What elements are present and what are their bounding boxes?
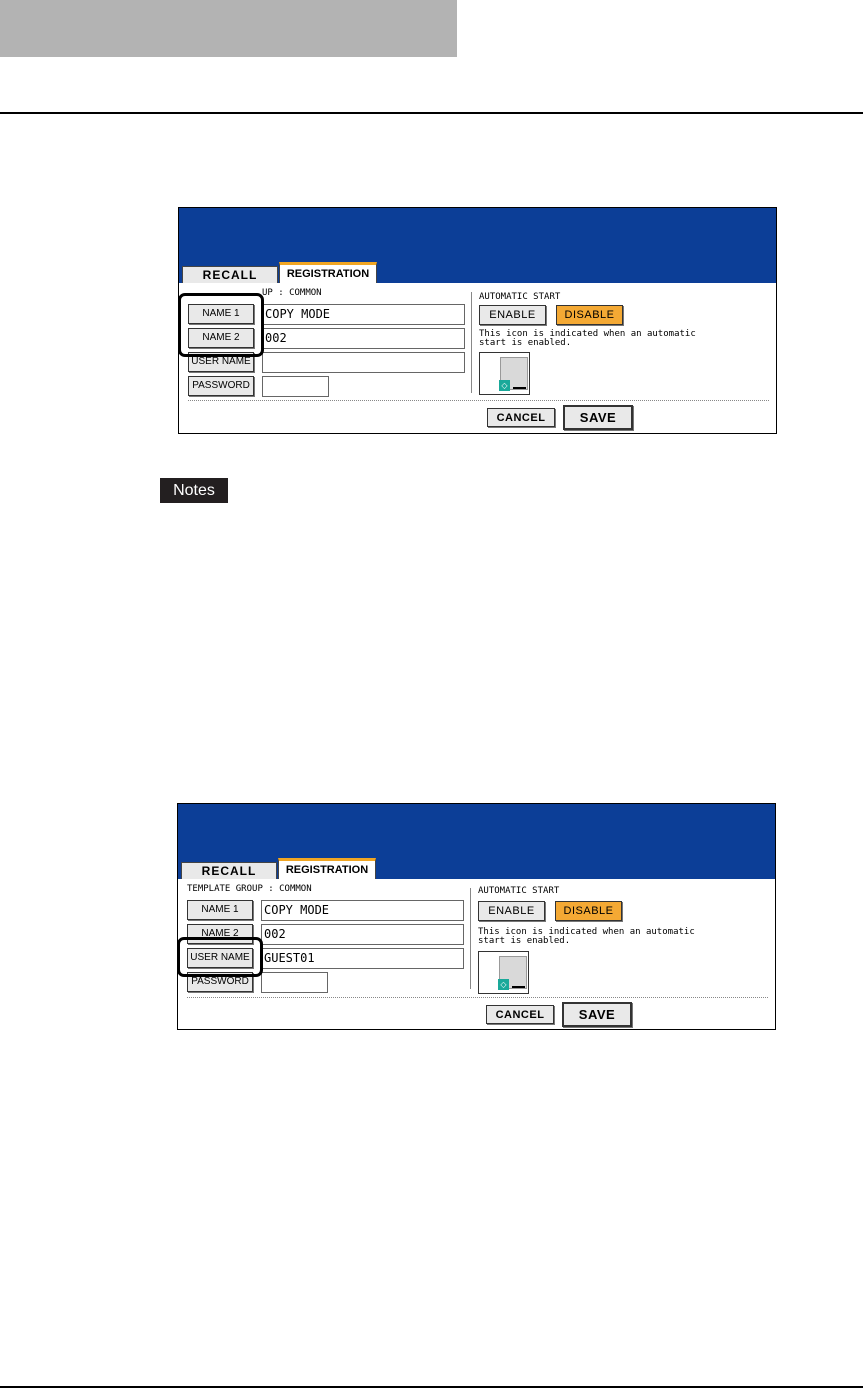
automatic-start-label: AUTOMATIC START xyxy=(479,292,561,302)
name1-button[interactable]: NAME 1 xyxy=(187,900,253,920)
password-field[interactable] xyxy=(262,376,329,397)
disable-button[interactable]: DISABLE xyxy=(555,901,622,921)
icon-note-line2: start is enabled. xyxy=(479,338,572,348)
icon-note xyxy=(479,330,696,348)
password-button[interactable]: PASSWORD xyxy=(188,376,254,396)
screen-content xyxy=(179,283,776,433)
name2-field[interactable]: 002 xyxy=(262,328,465,349)
name1-button[interactable]: NAME 1 xyxy=(188,304,254,324)
dash-icon xyxy=(512,986,525,988)
user-name-field[interactable]: GUEST01 xyxy=(261,948,464,969)
icon-note-line1: This icon is indicated when an automatic xyxy=(479,329,696,339)
enable-button[interactable]: ENABLE xyxy=(479,305,546,325)
tab-recall[interactable]: RECALL xyxy=(181,862,277,881)
highlight-name1-name2 xyxy=(178,293,264,357)
top-rule xyxy=(0,112,863,114)
cancel-button[interactable]: CANCEL xyxy=(486,1005,554,1024)
disable-button[interactable]: DISABLE xyxy=(556,305,623,325)
tab-registration[interactable]: REGISTRATION xyxy=(278,858,376,881)
header-bar xyxy=(0,0,457,57)
highlight-user-name xyxy=(177,937,263,977)
save-button[interactable]: SAVE xyxy=(562,1002,632,1027)
dash-icon xyxy=(513,387,526,389)
auto-start-icon-box xyxy=(478,951,529,994)
tab-recall[interactable]: RECALL xyxy=(182,266,278,285)
screen-content xyxy=(178,879,775,1029)
cancel-button[interactable]: CANCEL xyxy=(487,408,555,427)
bottom-rule xyxy=(0,1386,863,1388)
registration-screen-2 xyxy=(177,803,776,1030)
notes-label: Notes xyxy=(160,478,228,503)
tab-registration[interactable]: REGISTRATION xyxy=(279,262,377,285)
auto-start-icon-box xyxy=(479,352,530,395)
start-icon: ◇ xyxy=(499,380,510,391)
name1-field[interactable]: COPY MODE xyxy=(262,304,465,325)
divider-horizontal xyxy=(188,400,769,401)
automatic-start-label: AUTOMATIC START xyxy=(478,886,560,896)
divider-vertical xyxy=(471,292,472,393)
icon-note-line2: start is enabled. xyxy=(478,936,571,946)
start-icon: ◇ xyxy=(498,979,509,990)
enable-button[interactable]: ENABLE xyxy=(478,901,545,921)
name2-button[interactable]: NAME 2 xyxy=(188,328,254,348)
template-group-label: UP : COMMON xyxy=(262,288,322,298)
divider-vertical xyxy=(470,888,471,989)
save-button[interactable]: SAVE xyxy=(563,405,633,430)
password-button[interactable]: PASSWORD xyxy=(187,972,253,992)
name2-button[interactable]: NAME 2 xyxy=(187,924,253,944)
name1-field[interactable]: COPY MODE xyxy=(261,900,464,921)
user-name-button[interactable]: USER NAME xyxy=(188,352,254,372)
registration-screen-1 xyxy=(178,207,777,434)
divider-horizontal xyxy=(187,997,768,998)
user-name-field[interactable] xyxy=(262,352,465,373)
template-group-label: TEMPLATE GROUP : COMMON xyxy=(187,884,312,894)
icon-note xyxy=(478,928,695,946)
password-field[interactable] xyxy=(261,972,328,993)
icon-note-line1: This icon is indicated when an automatic xyxy=(478,927,695,937)
user-name-button[interactable]: USER NAME xyxy=(187,948,253,968)
name2-field[interactable]: 002 xyxy=(261,924,464,945)
